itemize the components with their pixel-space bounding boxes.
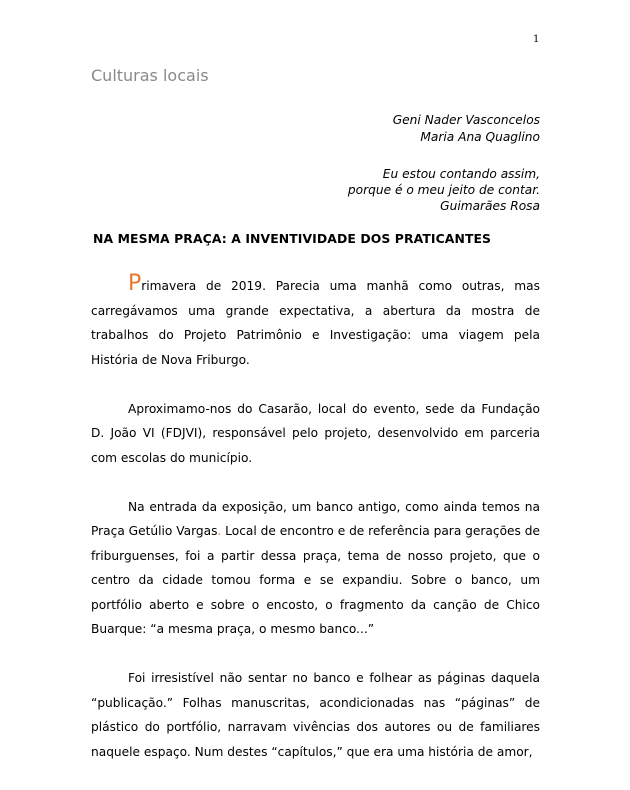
paragraph-text: rimavera de 2019. Parecia uma manhã como outras, mas carregávamos uma grande expectativa, a abertura da mostra de trabalhos do Projeto Patrimônio e Investigação: uma viagem pela História de Nova Friburgo.	[91, 279, 540, 367]
paragraph-text: Local de encontro e de referência para gerações de friburguenses, foi a partir dessa praça, tema de nosso projeto, que o centro da cidade tomou forma e se expandiu. Sobre o banco, um portfólio aberto e sobre o encosto, o fragmento da canção de Chico Buarque: “a mesma praça, o mesmo banco...”	[91, 524, 540, 636]
authors	[393, 112, 540, 146]
paragraph: Foi irresistível não sentar no banco e folhear as páginas daquela “publicação.” Folhas manuscritas, acondicionadas nas “páginas” de plástico do portfólio, narravam vivências dos autores ou de familiares naquele espaço. Num destes “capítulos,” que era uma história de amor,	[91, 671, 540, 759]
author-name: Maria Ana Quaglino	[420, 130, 540, 144]
epigraph-attribution: Guimarães Rosa	[440, 199, 540, 213]
article-title: NA MESMA PRAÇA: A INVENTIVIDADE DOS PRATICANTES	[93, 231, 492, 246]
epigraph	[348, 166, 540, 214]
page-number: 1	[533, 34, 540, 45]
epigraph-line: porque é o meu jeito de contar.	[347, 183, 540, 197]
section-title: Culturas locais	[91, 66, 209, 85]
paragraph: Aproximamo-nos do Casarão, local do evento, sede da Fundação D. João VI (FDJVI), responsável pelo projeto, desenvolvido em parceria com escolas do município.	[91, 401, 540, 465]
article-body	[91, 271, 540, 789]
epigraph-line: Eu estou contando assim,	[382, 167, 540, 181]
author-name: Geni Nader Vasconcelos	[392, 113, 540, 127]
drop-cap: P	[128, 271, 142, 296]
paragraph-text: Na entrada da exposição, um banco antigo, como ainda temos na Praça Getúlio Vargas	[91, 499, 540, 538]
paragraph	[91, 271, 540, 372]
accent-dot: .	[217, 524, 222, 538]
paragraph	[91, 495, 540, 642]
